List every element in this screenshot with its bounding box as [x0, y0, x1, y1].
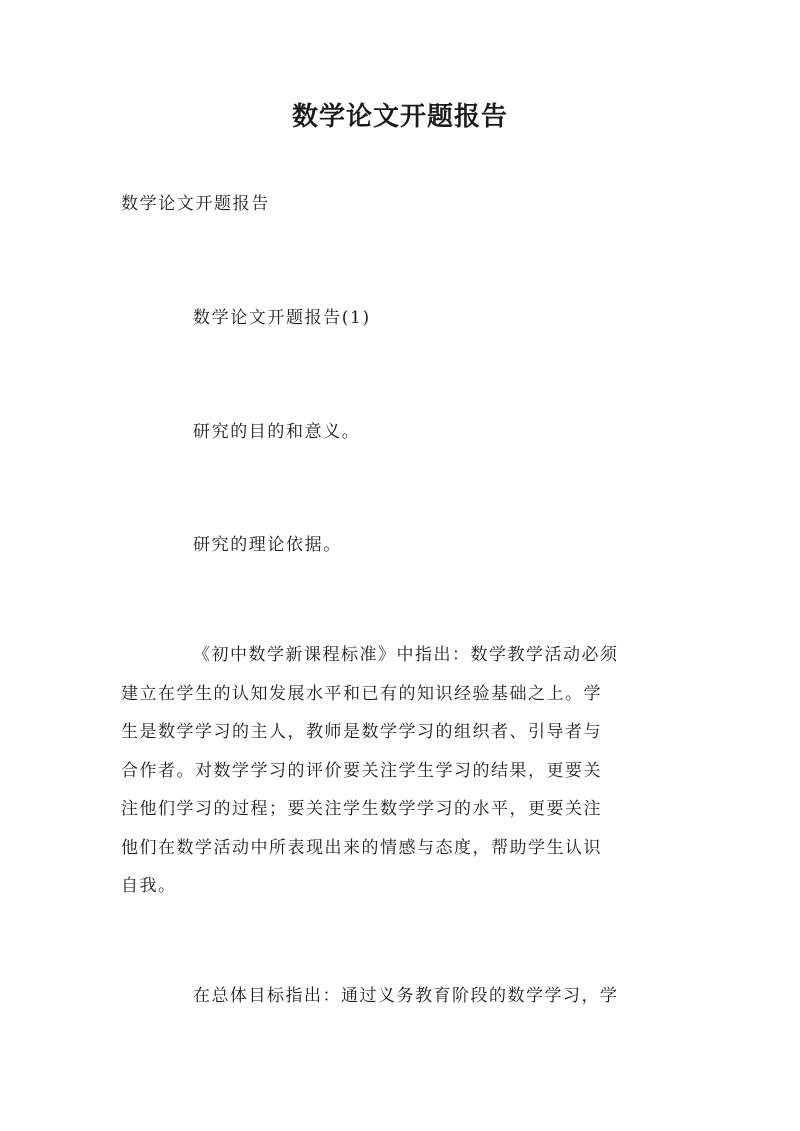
section-heading: 数学论文开题报告(1)	[193, 308, 371, 328]
paragraph-line: 在总体目标指出：通过义务教育阶段的数学学习，学	[193, 986, 619, 1006]
paragraph-line: 建立在学生的认知发展水平和已有的知识经验基础之上。学	[121, 683, 602, 704]
body-paragraph-2	[121, 977, 686, 1016]
paragraph-line: 《初中数学新课程标准》中指出：数学教学活动必须	[193, 645, 619, 665]
document-subtitle: 数学论文开题报告	[121, 194, 270, 214]
item-research-purpose: 研究的目的和意义。	[193, 422, 361, 442]
paragraph-line: 自我。	[121, 876, 177, 896]
paragraph-line: 生是数学学习的主人，教师是数学学习的组织者、引导者与	[121, 722, 602, 742]
item-theoretical-basis: 研究的理论依据。	[193, 535, 342, 555]
body-paragraph-1	[121, 636, 686, 906]
document-title: 数学论文开题报告	[291, 102, 508, 132]
paragraph-line: 他们在数学活动中所表现出来的情感与态度，帮助学生认识	[121, 837, 602, 858]
paragraph-line: 注他们学习的过程；要关注学生数学学习的水平，更要关注	[121, 799, 602, 819]
paragraph-line: 合作者。对数学学习的评价要关注学生学习的结果，更要关	[121, 760, 602, 781]
